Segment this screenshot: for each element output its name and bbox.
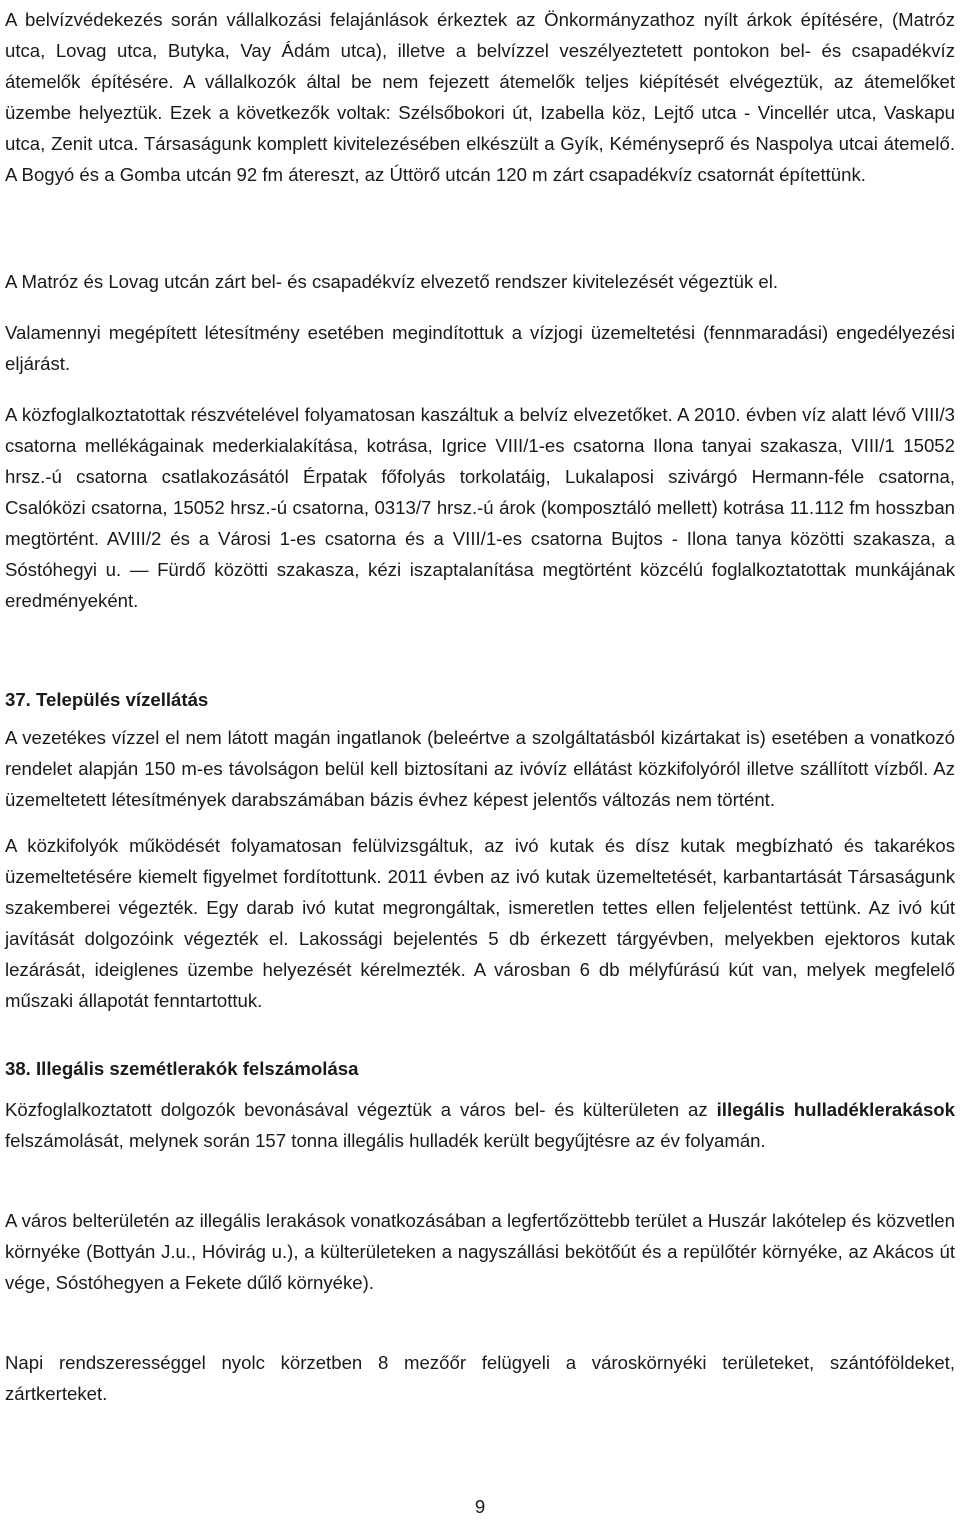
paragraph-vezetekes-viz: A vezetékes vízzel el nem látott magán ingatlanok (beleértve a szolgáltatásból kizártakat is) esetében a vonatkozó rendelet alapján 150 m-es távolságon belül kell biztosítani az ivóvíz ellátást közkifolyóról illetve szállított vízből. Az üzemeltetett létesítmények darabszámában bázis évhez képest jelentős változás nem történt. [5,727,955,810]
paragraph-kozkifolyok: A közkifolyók működését folyamatosan felülvizsgáltuk, az ivó kutak és dísz kutak megbízható és takarékos üzemeltetésére kiemelt figyelmet fordítottunk. 2011 évben az ivó kutak üzemeltetését, karbantartását Társaságunk szakemberei végezték. Egy darab ivó kutat megrongáltak, ismeretlen tettes ellen feljelentést tettünk. Az ivó kút javítását dolgozóink végezték el. Lakossági bejelentés 5 db érkezett tárgyévben, melyekben ejektoros kutak lezárását, ideiglenes üzembe helyezését kérelmezték. A városban 6 db mélyfúrású kút van, melyek megfelelő műszaki állapotát fenntartottuk. [5,835,955,1011]
paragraph-mezoor: Napi rendszerességgel nyolc körzetben 8 mezőőr felügyeli a városkörnyéki területeket, szántóföldeket, zártkerteket. [5,1352,955,1404]
paragraph-vizjogi-engedely: Valamennyi megépített létesítmény esetében megindítottuk a vízjogi üzemeltetési (fennmaradási) engedélyezési eljárást. [5,322,955,374]
section-heading-37: 37. Település vízellátás [5,689,209,710]
paragraph-matroz-lovag: A Matróz és Lovag utcán zárt bel- és csapadékvíz elvezető rendszer kivitelezését végeztük el. [5,271,779,292]
paragraph-fertozott-teruletek: A város belterületén az illegális lerakások vonatkozásában a legfertőzöttebb terület a Huszár lakótelep és közvetlen környéke (Bottyán J.u., Hóvirág u.), a külterületeken a nagyszállási bekötőút és a repülőtér környéke, az Akácos út vége, Sóstóhegyen a Fekete dűlő környéke). [5,1210,955,1293]
paragraph-text-start: Közfoglalkoztatott dolgozók bevonásával végeztük a város bel- és külterületen az [5,1099,717,1120]
page-number: 9 [474,1496,486,1517]
paragraph-kaszalas-kotras: A közfoglalkoztatottak részvételével folyamatosan kaszáltuk a belvíz elvezetőket. A 2010. évben víz alatt lévő VIII/3 csatorna mellékágainak mederkialakítása, kotrása, Igrice VIII/1-es csatorna Ilona tanyai szakasza, VIII/1 15052 hrsz.-ú csatorna csatlakozásától Érpatak főfolyás torkolatáig, Lukalaposi szivárgó Hermann-féle csatorna, Csalóközi csatorna, 15052 hrsz.-ú csatorna, 0313/7 hrsz.-ú árok (komposztáló mellett) kotrása 11.112 fm hosszban megtörtént. AVIII/2 és a Városi 1-es csatorna és a VIII/1-es csatorna Bujtos - Ilona tanya közötti szakasza, a Sóstóhegyi u. — Fürdő közötti szakasza, kézi iszaptalanítása megtörtént közcélú foglalkoztatottak munkájának eredményeként. [5,404,955,611]
paragraph-kozfoglalkoztatott [5,1094,955,1156]
paragraph-belvizvedekezes: A belvízvédekezés során vállalkozási felajánlások érkeztek az Önkormányzathoz nyílt árkok építésére, (Matróz utca, Lovag utca, Butyka, Vay Ádám utca), illetve a belvízzel veszélyeztetett pontokon bel- és csapadékvíz átemelők építésére. A vállalkozók által be nem fejezett átemelők teljes kiépítését elvégeztük, az átemelőket üzembe helyeztük. Ezek a következők voltak: Szélsőbokori út, Izabella köz, Lejtő utca - Vincellér utca, Vaskapu utca, Zenit utca. Társaságunk komplett kivitelezésében elkészült a Gyík, Kéményseprő és Naspolya utcai átemelő. A Bogyó és a Gomba utcán 92 fm átereszt, az Úttörő utcán 120 m zárt csapadékvíz csatornát építettünk. [5,9,955,185]
paragraph-text-end: felszámolását, melynek során 157 tonna illegális hulladék került begyűjtésre az év folyamán. [5,1130,766,1151]
section-heading-38: 38. Illegális szemétlerakók felszámolása [5,1058,359,1079]
emphasis-illegalis-hulladeklerakasok: illegális hulladéklerakások [716,1099,955,1120]
